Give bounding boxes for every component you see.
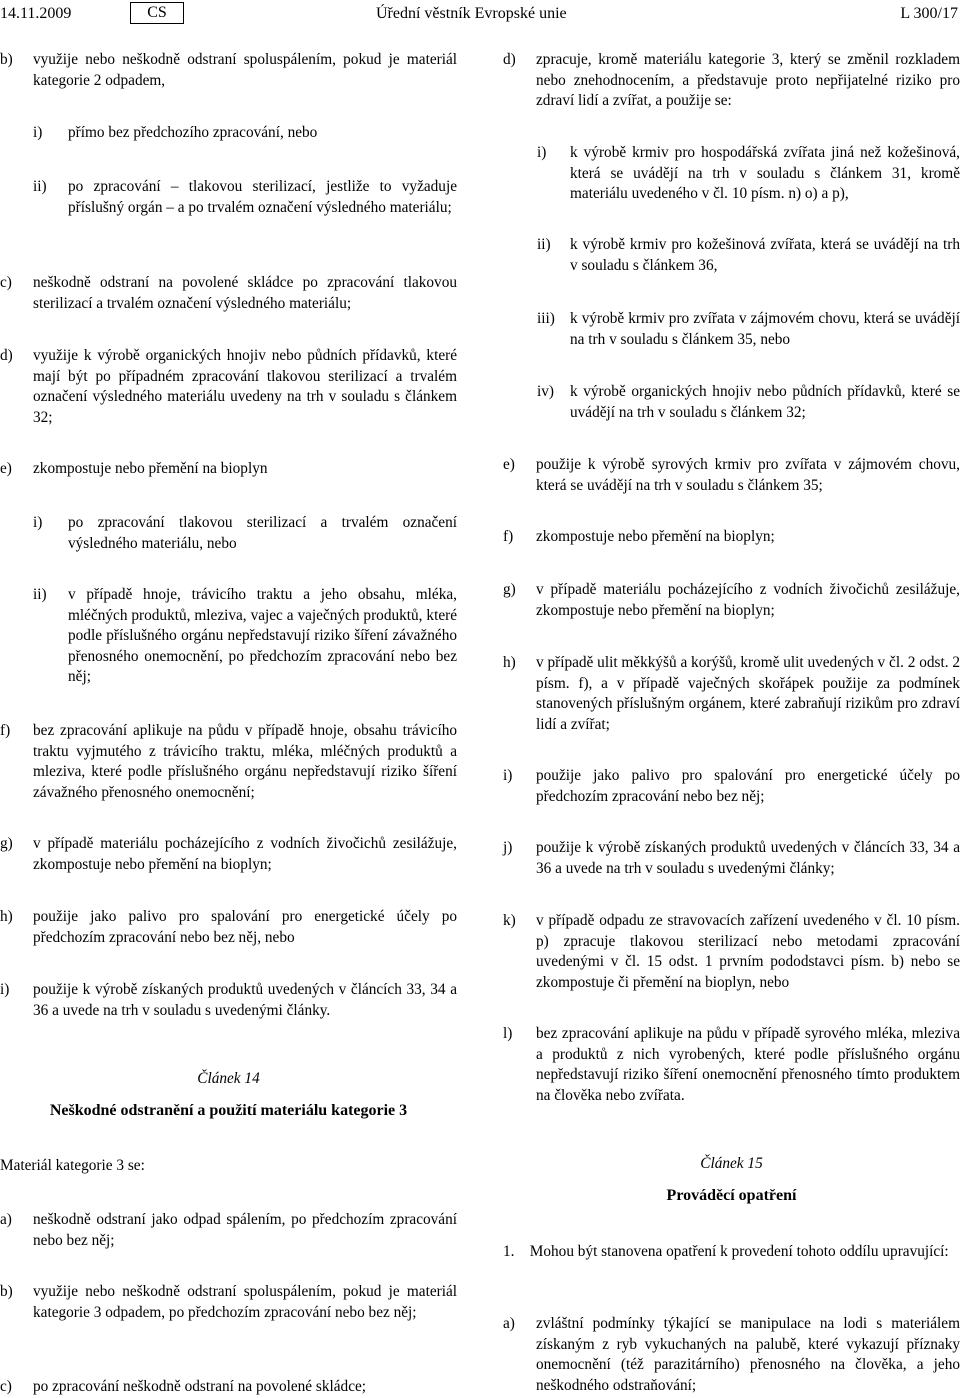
item-e: e) zkompostuje nebo přemění na bioplyn bbox=[0, 460, 268, 477]
category-3-intro: Materiál kategorie 3 se: bbox=[0, 1157, 145, 1174]
item-j-right: j) použije k výrobě získaných produktů uvedených v článcích 33, 34 a 36 a uvede na trh v souladu s uvedenými články; bbox=[503, 839, 960, 877]
item-b: b) využije nebo neškodně odstraní spoluspálením, pokud je materiál kategorie 2 odpadem, bbox=[0, 51, 457, 89]
item-b3: b) využije nebo neškodně odstraní spoluspálením, pokud je materiál kategorie 3 odpadem, po předchozím zpracování nebo bez něj; bbox=[0, 1283, 457, 1321]
item-e-ii: ii) v případě hnoje, trávicího traktu a jeho obsahu, mléka, mléčných produktů, mleziva, vajec a vaječných produktů, které podle příslušného orgánu nepředstavují riziko šíření závažného přenosného onemocnění, po předchozím zpracování nebo bez něj; bbox=[33, 586, 457, 686]
item-h: h) použije jako palivo pro spalování pro energetické účely po předchozím zpracování nebo bez něj, nebo bbox=[0, 908, 457, 946]
item-g: g) v případě materiálu pocházejícího z vodních živočichů zesilážuje, zkompostuje nebo přemění na bioplyn; bbox=[0, 835, 457, 873]
article-15-title: Prováděcí opatření bbox=[666, 1187, 797, 1204]
item-h-right: h) v případě ulit měkkýšů a korýšů, kromě ulit uvedených v čl. 2 odst. 2 písm. f), a v případě vaječných skořápek použije za podmínek stanovených příslušným orgánem, které zabraňují rizikům pro zdraví lidí a zvířat; bbox=[503, 654, 960, 733]
item-l-right: l) bez zpracování aplikuje na půdu v případě syrového mléka, mleziva a produktů z nich vyrobených, které podle příslušného orgánu nepředstavují riziko šíření onemocnění přenosného tímto produktem na člověka nebo zvířata. bbox=[503, 1025, 960, 1104]
item-i: i) použije k výrobě získaných produktů uvedených v článcích 33, 34 a 36 a uvede na trh v souladu s uvedenými články. bbox=[0, 981, 457, 1019]
item-e-i: i) po zpracování tlakovou sterilizací a trvalém označení výsledného materiálu, nebo bbox=[33, 514, 457, 552]
item-b-i: i) přímo bez předchozího zpracování, nebo bbox=[33, 124, 318, 141]
item-e-right: e) použije k výrobě syrových krmiv pro zvířata v zájmovém chovu, která se uvádějí na trh v souladu s článkem 35; bbox=[503, 456, 960, 494]
page-number: L 300/17 bbox=[900, 5, 958, 22]
header-date: 14.11.2009 bbox=[0, 5, 72, 22]
item-d-i: i) k výrobě krmiv pro hospodářská zvířata jiná než kožešinová, která se uvádějí na trh v souladu s článkem 31, kromě materiálu uvedeného v čl. 10 písm. n) o) a p), bbox=[537, 144, 960, 203]
article-14-title: Neškodné odstranění a použití materiálu kategorie 3 bbox=[49, 1102, 408, 1119]
item-d-ii: ii) k výrobě krmiv pro kožešinová zvířata, která se uvádějí na trh v souladu s článkem 36, bbox=[537, 236, 960, 274]
item-c3: c) po zpracování neškodně odstraní na povolené skládce; bbox=[0, 1378, 367, 1395]
paragraph-1: 1. Mohou být stanovena opatření k provedení tohoto oddílu upravující: bbox=[503, 1243, 949, 1260]
item-g-right: g) v případě materiálu pocházejícího z vodních živočichů zesilážuje, zkompostuje nebo přemění na bioplyn; bbox=[503, 581, 960, 619]
article-15-number: Článek 15 bbox=[700, 1155, 763, 1172]
item-f: f) bez zpracování aplikuje na půdu v případě hnoje, obsahu trávicího traktu vyjmutého z trávicího traktu, mléka, mléčných produktů a mleziva, které podle příslušného orgánu nepředstavují riziko šíření závažného přenosného onemocnění; bbox=[0, 722, 457, 801]
journal-title: Úřední věstník Evropské unie bbox=[376, 5, 567, 22]
item-d-iii: iii) k výrobě krmiv pro zvířata v zájmovém chovu, která se uvádějí na trh v souladu s článkem 35, nebo bbox=[537, 310, 960, 348]
item-d-right: d) zpracuje, kromě materiálu kategorie 3, který se změnil rozkladem nebo znehodnocením, a představuje proto nepřijatelné riziko pro zdraví lidí a zvířat, a použije se: bbox=[503, 51, 960, 110]
item-k-right: k) v případě odpadu ze stravovacích zařízení uvedeného v čl. 10 písm. p) zpracuje tlakovou sterilizací nebo metodami zpracování uvedenými v čl. 15 odst. 1 prvním pododstavci písm. b) nebo se zkompostuje či přemění na bioplyn, nebo bbox=[503, 912, 960, 991]
item-a3: a) neškodně odstraní jako odpad spálením, po předchozím zpracování nebo bez něj; bbox=[0, 1211, 457, 1249]
language-badge: CS bbox=[130, 2, 184, 24]
item-b-ii: ii) po zpracování – tlakovou sterilizací, jestliže to vyžaduje příslušný orgán – a po trvalém označení výsledného materiálu; bbox=[33, 178, 457, 216]
item-d-iv: iv) k výrobě organických hnojiv nebo půdních přídavků, které se uvádějí na trh v souladu s článkem 32; bbox=[537, 383, 960, 421]
item-f-right: f) zkompostuje nebo přemění na bioplyn; bbox=[503, 528, 775, 545]
page-header bbox=[0, 4, 960, 26]
item-i-right: i) použije jako palivo pro spalování pro energetické účely po předchozím zpracování nebo bez něj; bbox=[503, 767, 960, 805]
item-c: c) neškodně odstraní na povolené skládce po zpracování tlakovou sterilizací a trvalém označení výsledného materiálu; bbox=[0, 274, 457, 312]
item-a-right: a) zvláštní podmínky týkající se manipulace na lodi s materiálem získaným z ryb vykuchaných na palubě, které vykazují příznaky onemocnění (též parazitárního) přenosného na člověka, a jeho neškodného odstraňování; bbox=[503, 1315, 960, 1394]
article-14-number: Článek 14 bbox=[197, 1070, 260, 1087]
item-d: d) využije k výrobě organických hnojiv nebo půdních přídavků, které mají být po případném zpracování tlakovou sterilizací a trvalém označení výsledného materiálu uvedeny na trh v souladu s článkem 32; bbox=[0, 347, 457, 426]
